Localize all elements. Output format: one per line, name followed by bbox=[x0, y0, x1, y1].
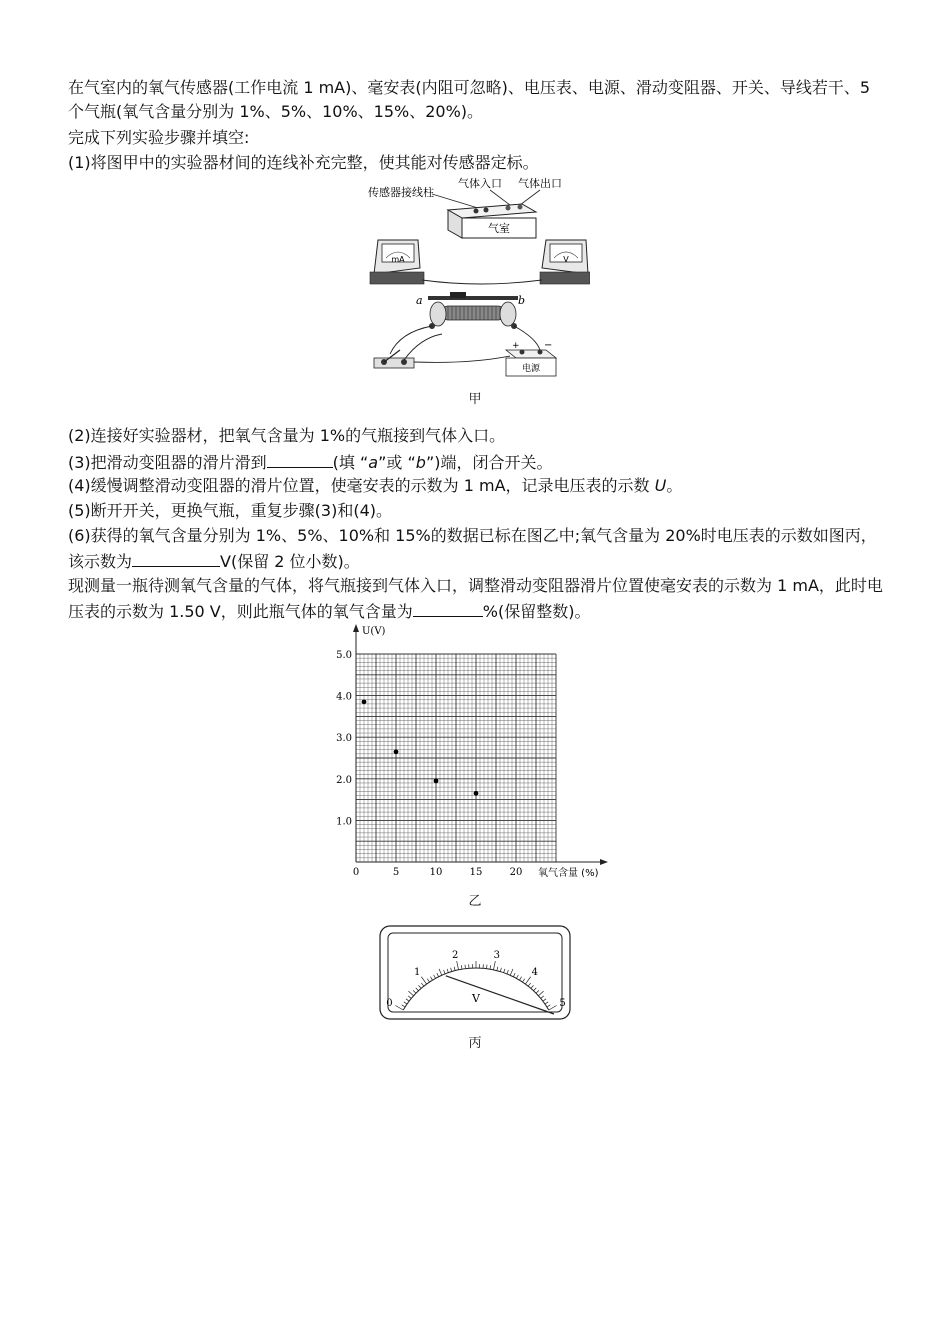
step-3 bbox=[68, 449, 888, 475]
rheostat-a-label: a bbox=[416, 294, 423, 307]
x-tick-label: 20 bbox=[509, 867, 523, 878]
ma-label: mA bbox=[391, 255, 405, 264]
step-6-text-b: V(保留 2 位小数)。 bbox=[220, 552, 360, 571]
dial-scale-label: 3 bbox=[493, 950, 500, 962]
option-b: b bbox=[415, 453, 426, 472]
step-2: (2)连接好实验器材，把氧气含量为 1%的气瓶接到气体入口。 bbox=[68, 426, 506, 445]
step-5: (5)断开开关，更换气瓶，重复步骤(3)和(4)。 bbox=[68, 501, 392, 520]
step-3-text-c: ”或 “ bbox=[378, 453, 416, 472]
data-point bbox=[474, 791, 479, 796]
data-point bbox=[394, 749, 399, 754]
gas-chamber bbox=[448, 204, 536, 238]
gas-outlet-label: 气体出口 bbox=[518, 177, 562, 190]
minus-label: − bbox=[544, 340, 553, 351]
step-7-text-a: 现测量一瓶待测氧气含量的气体，将气瓶接到气体入口，调整滑动变阻器滑片位置使毫安表的示数为 1 mA，此时电压表的示数为 1.50 V，则此瓶气体的氧气含量为 bbox=[68, 576, 883, 621]
power-label: 电源 bbox=[521, 364, 541, 374]
step-7-text-b: %(保留整数)。 bbox=[482, 602, 591, 621]
gas-inlet-label: 气体入口 bbox=[458, 177, 502, 190]
y-axis-label: U(V) bbox=[362, 626, 386, 637]
voltmeter bbox=[540, 240, 590, 284]
option-a: a bbox=[368, 453, 379, 472]
voltmeter-dial bbox=[378, 924, 574, 1024]
x-tick-label: 10 bbox=[429, 867, 443, 878]
voltage-symbol: U bbox=[654, 476, 667, 495]
y-tick-label: 5.0 bbox=[336, 650, 352, 661]
milliammeter bbox=[370, 240, 424, 284]
power-supply bbox=[506, 340, 556, 376]
step-4-text-b: 。 bbox=[666, 476, 683, 495]
rheostat bbox=[416, 292, 525, 329]
figure-jia-caption: 甲 bbox=[468, 392, 482, 407]
switch bbox=[374, 350, 414, 368]
y-tick-label: 3.0 bbox=[336, 733, 352, 745]
step-6-blank[interactable] bbox=[132, 548, 220, 567]
y-tick-label: 2.0 bbox=[336, 774, 352, 786]
data-point bbox=[434, 778, 439, 783]
apparatus-figure bbox=[360, 172, 590, 382]
instruction-text: 完成下列实验步骤并填空: bbox=[68, 128, 250, 147]
figure-yi-caption: 乙 bbox=[468, 894, 482, 909]
dial-unit: V bbox=[472, 992, 480, 1005]
x-tick-label: 0 bbox=[352, 867, 360, 878]
dial-scale-label: 0 bbox=[386, 998, 393, 1009]
chamber-label: 气室 bbox=[488, 222, 510, 235]
step-6-text-a: (6)获得的氧气含量分别为 1%、5%、10%和 15%的数据已标在图乙中;氧气含量为 20%时电压表的示数如图丙，该示数为 bbox=[68, 526, 877, 571]
dial-scale-label: 1 bbox=[414, 967, 421, 979]
intro-text: 在气室内的氧气传感器(工作电流 1 mA)、毫安表(内阻可忽略)、电压表、电源、滑动变阻器、开关、导线若干、5 个气瓶(氧气含量分别为 1%、5%、10%、15%、20%)。 bbox=[68, 78, 871, 121]
x-axis-label: 氧气含量 (%) bbox=[538, 868, 599, 879]
step-4 bbox=[68, 474, 888, 498]
x-tick-label: 15 bbox=[469, 867, 483, 878]
step-3-text-d: ”)端，闭合开关。 bbox=[425, 453, 553, 472]
y-tick-label: 4.0 bbox=[336, 691, 352, 703]
step-3-blank[interactable] bbox=[267, 449, 333, 468]
step-1: (1)将图甲中的实验器材间的连线补充完整，使其能对传感器定标。 bbox=[68, 153, 539, 172]
y-tick-label: 1.0 bbox=[336, 816, 352, 828]
v-label: V bbox=[563, 255, 569, 264]
step-7-blank[interactable] bbox=[413, 598, 483, 617]
step-6 bbox=[68, 524, 888, 574]
step-3-text-a: (3)把滑动变阻器的滑片滑到 bbox=[68, 453, 267, 472]
dial-scale-label: 5 bbox=[559, 998, 566, 1009]
dial-scale-label: 2 bbox=[452, 950, 459, 962]
rheostat-b-label: b bbox=[518, 294, 526, 307]
step-7 bbox=[68, 574, 888, 624]
u-vs-oxygen-chart bbox=[330, 622, 620, 882]
dial-scale-label: 4 bbox=[531, 967, 538, 979]
dial-tick bbox=[465, 965, 466, 969]
sensor-post-label: 传感器接线柱 bbox=[368, 186, 434, 199]
figure-bing-caption: 丙 bbox=[468, 1036, 482, 1051]
x-tick-label: 5 bbox=[392, 867, 400, 878]
step-4-text-a: (4)缓慢调整滑动变阻器的滑片位置，使毫安表的示数为 1 mA，记录电压表的示数 bbox=[68, 476, 655, 495]
data-point bbox=[362, 699, 367, 704]
dial-tick bbox=[487, 965, 488, 969]
step-3-text-b: (填 “ bbox=[332, 453, 369, 472]
plus-label: + bbox=[512, 341, 520, 351]
